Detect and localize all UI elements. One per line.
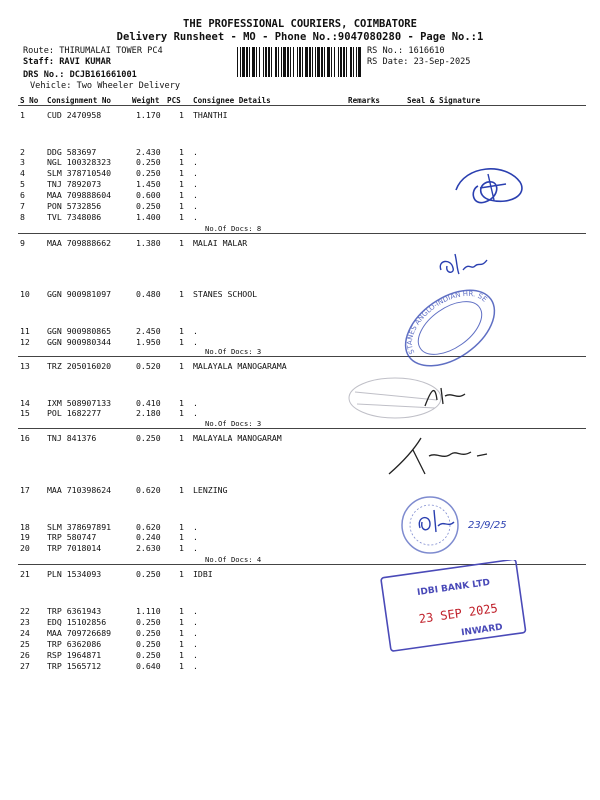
row-consignee: IDBI [193, 569, 213, 579]
row-weight: 0.620 [136, 522, 161, 532]
row-consignee: MALAI MALAR [193, 238, 248, 248]
signature-3 [385, 430, 505, 480]
bank-name: IDBI BANK LTD [416, 577, 491, 599]
row-weight: 0.250 [136, 157, 161, 167]
row-consignment-no: SLM 378710540 [47, 168, 112, 178]
row-consignee: LENZING [193, 485, 228, 495]
row-pcs: 1 [179, 628, 184, 638]
row-consignee: . [193, 179, 198, 189]
row-consignment-no: PLN 1534093 [47, 569, 102, 579]
row-consignment-no: PON 5732856 [47, 201, 102, 211]
row-consignment-no: CUD 2470958 [47, 110, 102, 120]
row-weight: 1.170 [136, 110, 161, 120]
company-title: THE PROFESSIONAL COURIERS, COIMBATORE [183, 18, 417, 30]
bank-inward: INWARD [460, 622, 504, 639]
signature-2 [435, 248, 505, 278]
row-consignment-no: GGN 900980344 [47, 337, 112, 347]
row-sno: 25 [20, 639, 30, 649]
row-pcs: 1 [179, 337, 184, 347]
row-weight: 2.430 [136, 147, 161, 157]
bank-date: 23 SEP 2025 [417, 601, 499, 627]
row-pcs: 1 [179, 190, 184, 200]
header-rule [18, 105, 586, 106]
row-weight: 2.450 [136, 326, 161, 336]
row-consignee: THANTHI [193, 110, 228, 120]
row-pcs: 1 [179, 569, 184, 579]
row-weight: 2.630 [136, 543, 161, 553]
row-weight: 0.250 [136, 617, 161, 627]
row-pcs: 1 [179, 433, 184, 443]
col-pcs: PCS [167, 96, 181, 105]
row-pcs: 1 [179, 361, 184, 371]
table-row [0, 110, 600, 120]
row-consignment-no: TVL 7348086 [47, 212, 102, 222]
row-consignee: . [193, 201, 198, 211]
row-consignee: . [193, 326, 198, 336]
row-consignee: . [193, 661, 198, 671]
faded-stamp [345, 370, 485, 425]
row-consignee: . [193, 168, 198, 178]
row-consignment-no: POL 1682277 [47, 408, 102, 418]
staff-label: Staff: RAVI KUMAR [23, 57, 111, 67]
row-consignment-no: TRZ 205016020 [47, 361, 112, 371]
row-consignment-no: MAA 709888662 [47, 238, 112, 248]
row-weight: 1.400 [136, 212, 161, 222]
row-consignee: . [193, 190, 198, 200]
row-consignee: . [193, 212, 198, 222]
row-sno: 26 [20, 650, 30, 660]
row-sno: 20 [20, 543, 30, 553]
col-weight: Weight [132, 96, 160, 105]
row-consignment-no: NGL 100328323 [47, 157, 112, 167]
barcode [237, 47, 361, 77]
row-consignment-no: DDG 583697 [47, 147, 97, 157]
row-consignment-no: TRP 6361943 [47, 606, 102, 616]
row-sno: 3 [20, 157, 25, 167]
table-row [0, 238, 600, 248]
row-consignee: . [193, 337, 198, 347]
row-sno: 1 [20, 110, 25, 120]
row-weight: 0.240 [136, 532, 161, 542]
rs-number: RS No.: 1616610 [367, 46, 445, 56]
row-sno: 13 [20, 361, 30, 371]
col-consignment: Consignment No [47, 96, 112, 105]
row-consignment-no: MAA 709726689 [47, 628, 112, 638]
row-pcs: 1 [179, 661, 184, 671]
route-label: Route: THIRUMALAI TOWER PC4 [23, 46, 163, 56]
row-consignee: . [193, 522, 198, 532]
row-consignee: . [193, 639, 198, 649]
rs-date: RS Date: 23-Sep-2025 [367, 57, 471, 67]
row-consignment-no: SLM 378697891 [47, 522, 112, 532]
row-weight: 1.110 [136, 606, 161, 616]
row-pcs: 1 [179, 543, 184, 553]
row-sno: 14 [20, 398, 30, 408]
bank-stamp [380, 560, 530, 660]
table-row [0, 433, 600, 443]
doc-count: No.Of Docs: 8 [205, 224, 262, 233]
doc-count: No.Of Docs: 3 [205, 347, 262, 356]
table-row [0, 289, 600, 299]
row-sno: 16 [20, 433, 30, 443]
row-sno: 6 [20, 190, 25, 200]
row-sno: 2 [20, 147, 25, 157]
row-consignee: STANES SCHOOL [193, 289, 258, 299]
row-weight: 0.640 [136, 661, 161, 671]
doc-count: No.Of Docs: 4 [205, 555, 262, 564]
row-sno: 8 [20, 212, 25, 222]
row-sno: 15 [20, 408, 30, 418]
row-pcs: 1 [179, 606, 184, 616]
row-weight: 0.600 [136, 190, 161, 200]
col-remarks: Remarks [348, 96, 381, 105]
col-consignee: Consignee Details [193, 96, 271, 105]
col-sno: S No [20, 96, 39, 105]
doc-count: No.Of Docs: 3 [205, 419, 262, 428]
runsheet-subtitle: Delivery Runsheet - MO - Phone No.:9047080280 - Page No.:1 [116, 31, 484, 43]
row-sno: 21 [20, 569, 30, 579]
table-row [0, 361, 600, 371]
row-sno: 23 [20, 617, 30, 627]
row-pcs: 1 [179, 147, 184, 157]
row-sno: 11 [20, 326, 30, 336]
row-pcs: 1 [179, 650, 184, 660]
group-rule [18, 428, 586, 429]
row-pcs: 1 [179, 110, 184, 120]
row-consignment-no: RSP 1964871 [47, 650, 102, 660]
row-sno: 17 [20, 485, 30, 495]
row-pcs: 1 [179, 168, 184, 178]
row-consignee: . [193, 606, 198, 616]
table-row [0, 485, 600, 495]
row-pcs: 1 [179, 289, 184, 299]
signature-1 [450, 160, 530, 220]
row-consignment-no: TRP 7018014 [47, 543, 102, 553]
drs-number: DRS No.: DCJB161661001 [23, 70, 137, 80]
row-consignee: . [193, 617, 198, 627]
row-weight: 2.180 [136, 408, 161, 418]
row-pcs: 1 [179, 238, 184, 248]
row-consignee: MALAYALA MANOGARAM [193, 433, 282, 443]
round-stamp [400, 492, 510, 562]
row-weight: 0.250 [136, 639, 161, 649]
row-pcs: 1 [179, 326, 184, 336]
row-consignment-no: IXM 508907133 [47, 398, 112, 408]
row-pcs: 1 [179, 179, 184, 189]
table-row [0, 522, 600, 532]
row-pcs: 1 [179, 201, 184, 211]
row-weight: 0.250 [136, 433, 161, 443]
row-weight: 0.410 [136, 398, 161, 408]
row-sno: 9 [20, 238, 25, 248]
row-weight: 0.250 [136, 569, 161, 579]
row-consignment-no: TRP 6362086 [47, 639, 102, 649]
row-weight: 0.250 [136, 201, 161, 211]
table-row [0, 661, 600, 671]
group-rule [18, 233, 586, 234]
row-sno: 12 [20, 337, 30, 347]
row-consignment-no: EDQ 15102856 [47, 617, 107, 627]
row-pcs: 1 [179, 485, 184, 495]
row-pcs: 1 [179, 639, 184, 649]
row-consignee: . [193, 147, 198, 157]
row-consignee: . [193, 157, 198, 167]
row-pcs: 1 [179, 398, 184, 408]
row-consignee: MALAYALA MANOGARAMA [193, 361, 287, 371]
vehicle-label: Vehicle: Two Wheeler Delivery [30, 81, 181, 91]
table-row [0, 398, 600, 408]
row-pcs: 1 [179, 212, 184, 222]
row-sno: 4 [20, 168, 25, 178]
row-consignee: . [193, 398, 198, 408]
row-sno: 22 [20, 606, 30, 616]
row-weight: 0.620 [136, 485, 161, 495]
row-consignee: . [193, 543, 198, 553]
table-row [0, 543, 600, 553]
handwritten-date: 23/9/25 [468, 520, 507, 531]
row-consignment-no: TRP 580747 [47, 532, 97, 542]
row-pcs: 1 [179, 617, 184, 627]
row-pcs: 1 [179, 408, 184, 418]
row-weight: 0.250 [136, 168, 161, 178]
row-weight: 0.520 [136, 361, 161, 371]
row-sno: 27 [20, 661, 30, 671]
row-consignment-no: MAA 710398624 [47, 485, 112, 495]
table-row [0, 337, 600, 347]
row-consignment-no: TNJ 841376 [47, 433, 97, 443]
row-weight: 0.250 [136, 650, 161, 660]
row-sno: 19 [20, 532, 30, 542]
svg-text:STANES ANGLO-INDIAN HR. SEC. S [395, 288, 490, 362]
row-pcs: 1 [179, 157, 184, 167]
row-weight: 1.950 [136, 337, 161, 347]
table-row [0, 408, 600, 418]
row-consignment-no: TRP 1565712 [47, 661, 102, 671]
row-sno: 18 [20, 522, 30, 532]
row-sno: 5 [20, 179, 25, 189]
row-consignee: . [193, 650, 198, 660]
school-stamp [395, 288, 505, 368]
row-consignee: . [193, 628, 198, 638]
row-pcs: 1 [179, 532, 184, 542]
row-weight: 0.480 [136, 289, 161, 299]
table-row [0, 326, 600, 336]
row-weight: 1.450 [136, 179, 161, 189]
row-consignment-no: TNJ 7892073 [47, 179, 102, 189]
row-consignment-no: GGN 900981097 [47, 289, 112, 299]
row-weight: 1.380 [136, 238, 161, 248]
row-weight: 0.250 [136, 628, 161, 638]
row-consignment-no: GGN 900980865 [47, 326, 112, 336]
col-seal-signature: Seal & Signature [407, 96, 481, 105]
table-row [0, 532, 600, 542]
row-consignee: . [193, 532, 198, 542]
table-row [0, 147, 600, 157]
row-sno: 10 [20, 289, 30, 299]
row-sno: 24 [20, 628, 30, 638]
row-consignee: . [193, 408, 198, 418]
row-pcs: 1 [179, 522, 184, 532]
school-stamp-text: STANES ANGLO-INDIAN HR. SEC. [405, 289, 489, 356]
row-consignment-no: MAA 709888604 [47, 190, 112, 200]
row-sno: 7 [20, 201, 25, 211]
